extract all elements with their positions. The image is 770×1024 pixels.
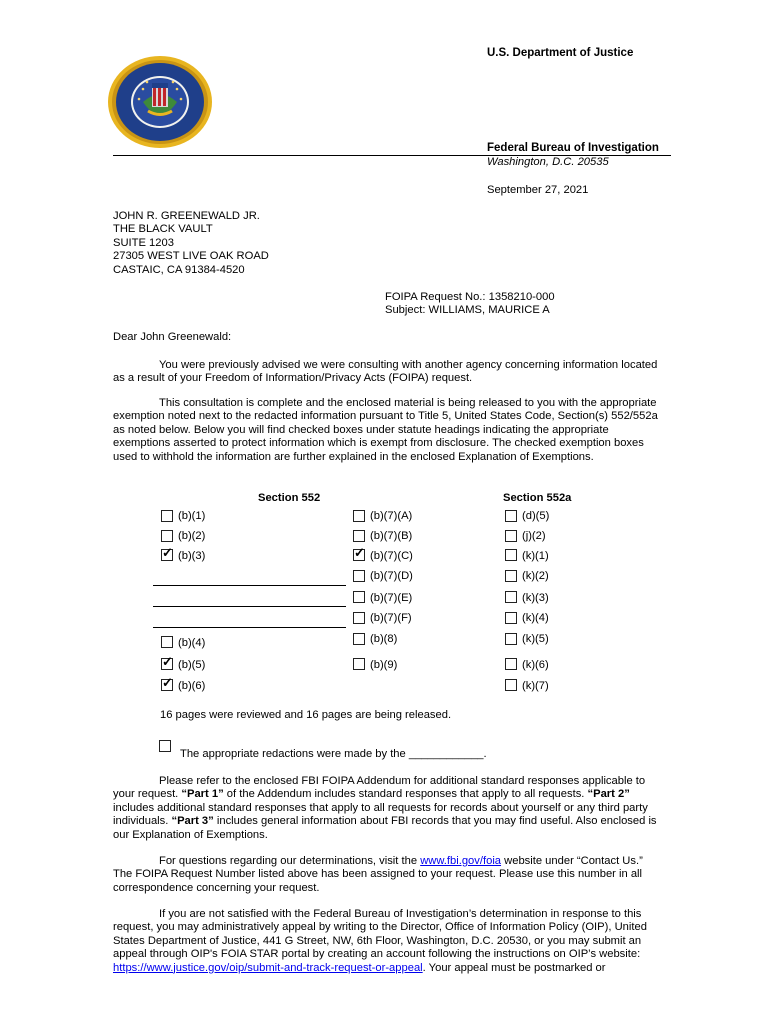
exemption-checkbox[interactable] — [161, 530, 173, 542]
redactions-checkbox[interactable] — [159, 740, 171, 752]
reference-block — [385, 291, 555, 318]
paragraph-appeal: If you are not satisfied with the Federal Bureau of Investigation’s determination in response to this request, you may administratively appeal by writing to the Director, Office of Information Policy (OIP), United States Department of Justice, 441 G Street, NW, 6th Floor, Washington, D.C. 20530, or you may submit an appeal through OIP's FOIA STAR portal by creating an account following the instructions on OIP’s website: https://www.justice.gov/oip/submit-and-track-request-or-appeal. Your appeal must be postmarked or — [113, 908, 647, 974]
exemption-checkbox[interactable] — [505, 612, 517, 624]
exemption-checkbox[interactable] — [161, 636, 173, 648]
section-552a-heading: Section 552a — [503, 492, 572, 504]
recipient-line: JOHN R. GREENEWALD JR. — [113, 210, 260, 222]
letter-date: September 27, 2021 — [487, 184, 589, 196]
statute-blank-line — [153, 627, 346, 628]
exemption-label: (k)(7) — [522, 680, 549, 692]
exemption-checkbox[interactable] — [353, 612, 365, 624]
exemption-checkbox[interactable] — [353, 530, 365, 542]
part2-label: “Part 2” — [587, 788, 630, 801]
exemption-label: (d)(5) — [522, 510, 550, 522]
exemption-checkbox[interactable] — [353, 570, 365, 582]
part3-label: “Part 3” — [171, 815, 214, 828]
exemption-label: (b)(8) — [370, 633, 398, 645]
bureau-location: Washington, D.C. 20535 — [487, 156, 609, 168]
exemption-checkbox[interactable] — [505, 679, 517, 691]
exemption-label: (b)(1) — [178, 510, 206, 522]
exemption-checkbox[interactable] — [353, 510, 365, 522]
exemption-label: (k)(6) — [522, 659, 549, 671]
exemption-checkbox[interactable] — [161, 545, 173, 561]
exemption-label: (b)(7)(D) — [370, 570, 413, 582]
paragraph-consultation-complete: This consultation is complete and the enclosed material is being released to you with the appropriate exemption noted next to the redacted information pursuant to Title 5, United States Code, Section(s) 552/552a as noted below. Below you will find checked boxes under statute headings indicating the appropriate exemptions asserted to protect information which is exempt from disclosure. The checked exemption boxes used to withhold the information are further explained in the enclosed Explanation of Exemptions. — [113, 397, 658, 463]
recipient-line: SUITE 1203 — [113, 236, 174, 249]
part1-label: “Part 1” — [181, 788, 224, 801]
oip-appeal-link[interactable]: https://www.justice.gov/oip/submit-and-track-request-or-appeal — [113, 961, 423, 974]
exemption-label: (b)(7)(A) — [370, 510, 413, 522]
exemption-label: (k)(1) — [522, 550, 549, 562]
exemption-checkbox[interactable] — [505, 570, 517, 582]
exemption-checkbox[interactable] — [353, 591, 365, 603]
bureau-name: Federal Bureau of Investigation — [487, 142, 659, 154]
exemption-label: (b)(9) — [370, 659, 398, 671]
paragraph-questions: For questions regarding our determinations, visit the www.fbi.gov/foia website under “Contact Us.” The FOIPA Request Number listed above has been assigned to your request. Please use this number in all correspondence concerning your request. — [113, 855, 643, 894]
request-number: FOIPA Request No.: 1358210-000 — [385, 291, 555, 303]
checkmark-icon: ✓ — [162, 545, 173, 560]
paragraph-addendum: Please refer to the enclosed FBI FOIPA Addendum for additional standard responses applicable to your request. “Part 1” of the Addendum includes standard responses that apply to all requests. “Part 2” includes additional standard responses that apply to all requests for records about yourself or any third party individuals. “Part 3” includes general information about FBI records that you may find useful. Also enclosed is our Explanation of Exemptions. — [113, 775, 657, 841]
exemption-checkbox[interactable] — [353, 658, 365, 670]
recipient-line: THE BLACK VAULT — [113, 223, 213, 236]
exemption-label: (b)(7)(E) — [370, 592, 413, 604]
exemption-checkbox[interactable] — [505, 530, 517, 542]
exemption-label: (k)(3) — [522, 592, 549, 604]
redactions-text: The appropriate redactions were made by the ____________. — [180, 748, 487, 760]
exemption-checkbox[interactable] — [505, 633, 517, 645]
exemption-label: (b)(3) — [178, 550, 206, 562]
exemption-label: (b)(7)(B) — [370, 530, 413, 542]
statute-blank-line — [153, 606, 346, 607]
recipient-line: 27305 WEST LIVE OAK ROAD — [113, 250, 269, 263]
checkmark-icon: ✓ — [162, 675, 173, 690]
section-552-heading: Section 552 — [258, 492, 321, 504]
department-heading: U.S. Department of Justice — [487, 47, 634, 59]
exemption-label: (b)(6) — [178, 680, 206, 692]
statute-blank-line — [153, 585, 346, 586]
exemption-checkbox[interactable] — [505, 658, 517, 670]
checkmark-icon: ✓ — [354, 545, 365, 560]
exemption-checkbox[interactable] — [161, 654, 173, 670]
exemption-label: (b)(7)(C) — [370, 550, 413, 562]
exemption-checkbox[interactable] — [505, 549, 517, 561]
paragraph-consultation-advised: You were previously advised we were consulting with another agency concerning information located as a result of your Freedom of Information/Privacy Acts (FOIPA) request. — [113, 359, 658, 385]
exemption-checkbox[interactable] — [161, 510, 173, 522]
exemption-checkbox[interactable] — [505, 510, 517, 522]
pages-released-text: 16 pages were reviewed and 16 pages are being released. — [160, 709, 452, 721]
exemption-label: (b)(7)(F) — [370, 612, 412, 624]
exemption-label: (k)(2) — [522, 570, 549, 582]
fbi-seal — [107, 55, 213, 149]
fbi-foia-link[interactable]: www.fbi.gov/foia — [420, 855, 502, 867]
exemption-label: (k)(5) — [522, 633, 549, 645]
exemption-checkbox[interactable] — [353, 633, 365, 645]
recipient-line: CASTAIC, CA 91384-4520 — [113, 263, 245, 276]
exemption-label: (b)(5) — [178, 659, 206, 671]
exemption-label: (b)(4) — [178, 637, 206, 649]
recipient-address — [113, 210, 269, 277]
exemption-label: (b)(2) — [178, 530, 206, 542]
checkmark-icon: ✓ — [162, 654, 173, 669]
request-subject: Subject: WILLIAMS, MAURICE A — [385, 304, 550, 317]
exemption-checkbox[interactable] — [161, 675, 173, 691]
exemption-checkbox[interactable] — [505, 591, 517, 603]
exemption-label: (j)(2) — [522, 530, 546, 542]
salutation: Dear John Greenewald: — [113, 331, 232, 343]
exemption-checkbox[interactable] — [353, 545, 365, 561]
exemption-label: (k)(4) — [522, 612, 549, 624]
